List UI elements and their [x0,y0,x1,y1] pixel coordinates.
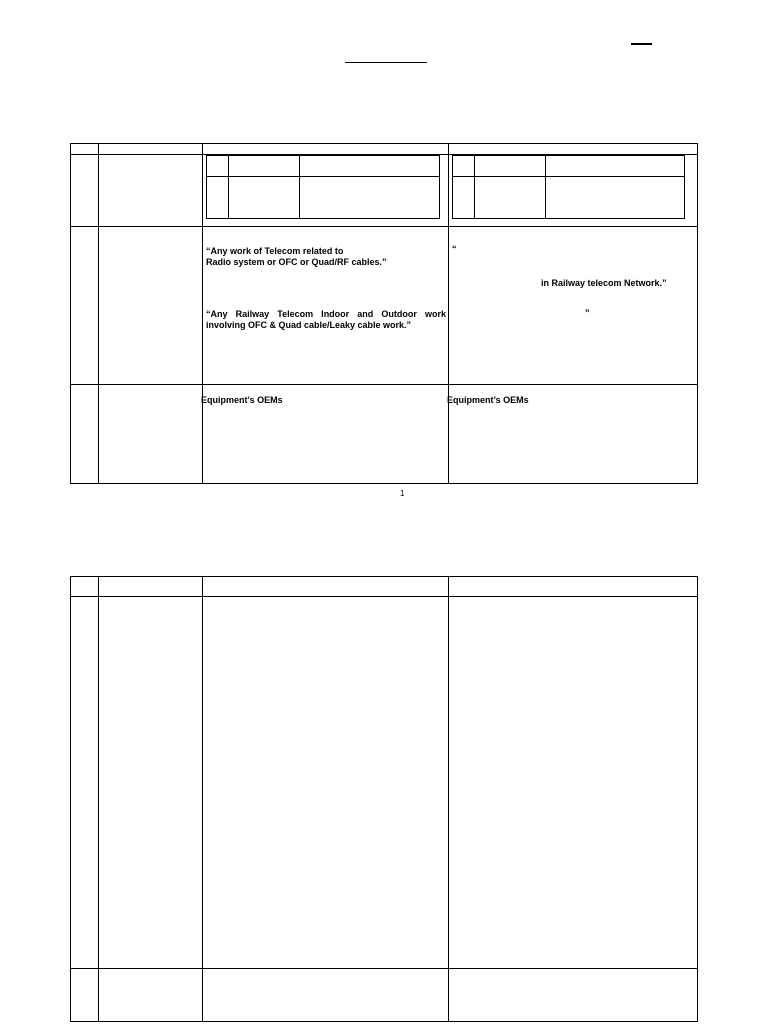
table-1-col-divider [448,144,449,483]
table-2-col-divider [98,577,99,1021]
table-1-row-divider [71,384,697,385]
page-number: 1 [400,489,405,498]
table-2-row-divider [71,968,697,969]
table-2-col-divider [448,577,449,1021]
nested-col-divider [228,156,229,218]
existing-oem-text: Equipment’s OEMs [201,395,283,405]
nested-row-divider [207,176,439,177]
revised-oem-text: Equipment’s OEMs [447,395,529,405]
nested-col-divider [545,156,546,218]
table-2-col-divider [202,577,203,1021]
revised-clause-text: in Railway telecom Network.” [541,278,667,288]
existing-clause-text-2: “Any Railway Telecom Indoor and Outdoor work involving OFC & Quad cable/Leaky cable work.” [206,309,446,330]
nested-row-divider [453,176,684,177]
table-2 [70,576,698,1022]
table-1-row-divider [71,226,697,227]
revised-open-quote: “ [452,244,457,254]
nested-col-divider [474,156,475,218]
nested-col-divider [299,156,300,218]
table-2-row-divider [71,596,697,597]
revised-close-quote: ” [585,308,590,318]
header-dash [631,43,652,45]
nested-table-revised [452,155,685,219]
table-1-col-divider [98,144,99,483]
title-underline [345,62,427,63]
table-1-col-divider [202,144,203,483]
existing-clause-text: “Any work of Telecom related to Radio system or OFC or Quad/RF cables.” [206,246,387,267]
nested-table-existing [206,155,440,219]
